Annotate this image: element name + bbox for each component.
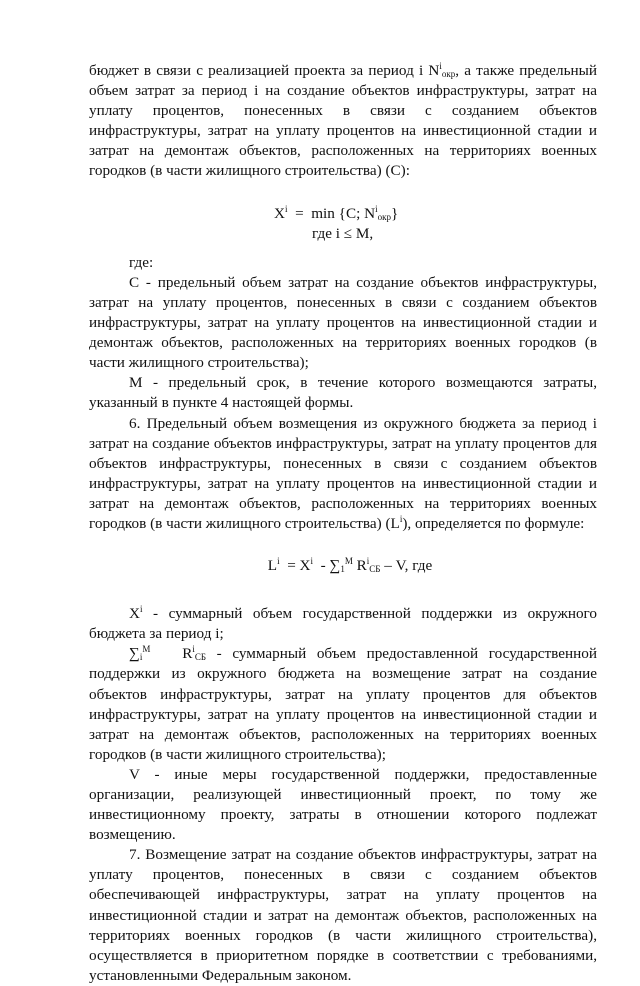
document-page [89,61,597,986]
formula-text: - ∑ [313,557,341,575]
formula-text: R [352,557,367,575]
formula-text: – V, где [380,557,433,575]
r-definition [89,644,597,765]
subscript: 1 [340,564,345,575]
subscript: СБ [369,564,381,575]
formula-text: = X [279,557,311,575]
formula-text: L [267,557,278,575]
formula-text: = min {С; N [287,204,376,222]
text-run: ), определяется по формуле: [402,514,585,532]
clause-6 [89,414,597,535]
x-definition [89,604,597,644]
text-run: - суммарный объем предоставленной государственной поддержки из окружного бюджета на возмещение затрат на создание объектов инфраструктуры, затрат на уплату процентов для объектов инфраструктуры, затрат на уплату процентов на инвестиционной стадии и затрат на демонтаж объектов, расположенных на территориях военных городков (в части жилищного строительства); [89,645,597,763]
m-definition: M - предельный срок, в течение которого возмещаются затраты, указанный в пункте 4 настоящей формы. [89,374,597,412]
superscript: i [399,513,403,524]
subscript: i [139,652,143,663]
text-run: бюджет в связи с реализацией проекта за период i N [89,62,440,79]
superscript: i [439,61,442,71]
subscript: окр [441,69,456,79]
formula-text: X [274,204,285,222]
superscript: i [192,644,195,655]
subscript: окр [377,211,391,222]
superscript: i [366,556,370,567]
paragraph-continuation [89,61,597,182]
formula-l [89,556,597,576]
text-run: X [129,605,140,623]
clause-7: 7. Возмещение затрат на создание объектов инфраструктуры, затрат на уплату процентов, понесенных в связи с созданием объектов обеспечивающей инфраструктуры, затрат на уплату процентов на инвестиционной стадии и затрат на демонтаж объектов, расположенных на территориях военных городков (в части жилищного строительства), осуществляется в приоритетном порядке в соответствии с требованиями, установленными Федеральным законом. [89,846,597,984]
superscript: i [310,556,314,567]
text-run: R [150,645,193,663]
formula-line-2: где i ≤ M, [312,224,374,242]
v-definition: V - иные меры государственной поддержки, предоставленные организации, реализующей инвестиционный проект, по тому же инвестиционному проекту, затраты в отношении которого подлежат возмещению. [89,765,597,844]
superscript: i [284,203,288,214]
subscript: СБ [194,652,207,663]
superscript: M [142,644,151,655]
c-definition: С - предельный объем затрат на создание объектов инфраструктуры, затрат на уплату процентов, понесенных в связи с созданием объектов инфраструктуры, затрат на уплату процентов на инвестиционной стадии и демонтаж объектов, расположенных на территориях военных городков (в части жилищного строительства); [89,273,597,372]
superscript: M [344,556,353,567]
text-run: , а также предельный объем затрат за период i на создание объектов инфраструктуры, затрат на уплату процентов, понесенных в связи с созданием объектов инфраструктуры, затрат на уплату процентов на инвестиционной стадии и затрат на демонтаж объектов, расположенных на территориях военных городков (в части жилищного строительства) (С): [89,62,597,180]
superscript: i [277,556,280,567]
text-run: ∑ [129,645,140,663]
superscript: i [139,604,143,615]
formula-text: } [390,204,399,222]
formula-line-1 [274,204,597,224]
text-run: - суммарный объем государственной поддержки из окружного бюджета за период i; [89,605,597,643]
superscript: i [375,203,378,214]
formula-x [274,204,597,244]
text-run: 6. Предельный объем возмещения из окружного бюджета за период i затрат на создание объектов инфраструктуры, затрат на уплату процентов для объектов инфраструктуры, понесенных в связи с созданием объектов инфраструктуры, затрат на уплату процентов на инвестиционной стадии и затрат на демонтаж объектов, расположенных на территориях военных городков (в части жилищного строительства) (L [89,414,597,532]
where-label: где: [129,253,154,271]
